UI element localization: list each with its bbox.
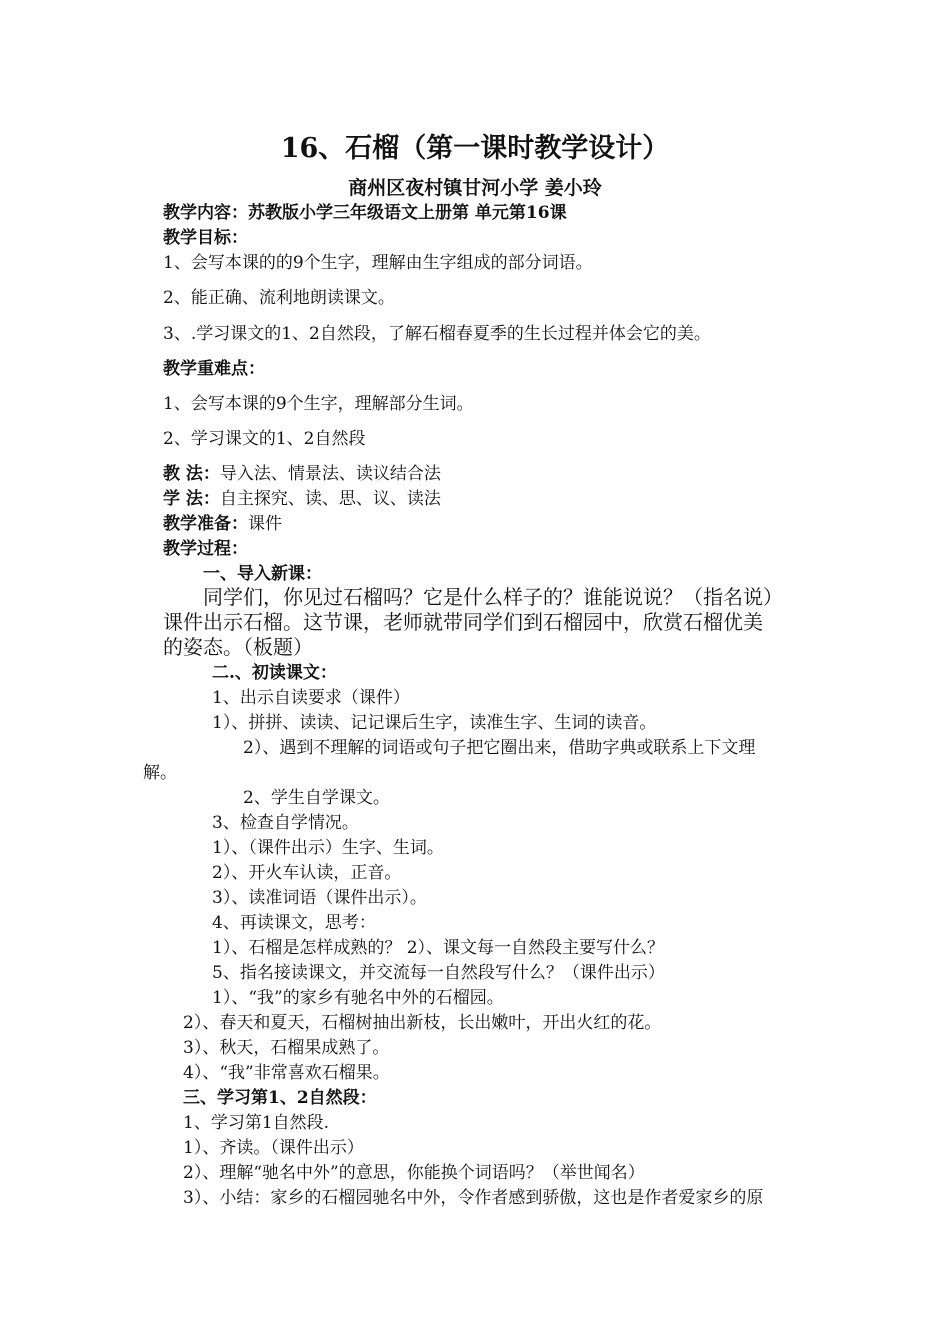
prep-value: 课件 [248,514,282,534]
list-item: 3）、秋天，石榴果成熟了。 [183,1038,390,1058]
list-item: 3）、小结：家乡的石榴园驰名中外，令作者感到骄傲，这也是作者爱家乡的原 [183,1188,764,1208]
list-item: 2）、开火车认读，正音。 [212,863,402,883]
intro-paragraph-line: 同学们，你见过石榴吗？它是什么样子的？谁能说说？（指名说） [203,585,783,609]
list-item: 2）、理解“驰名中外”的意思，你能换个词语吗？（举世闻名） [183,1163,645,1183]
list-item: 5、指名接读课文，并交流每一自然段写什么？（课件出示） [212,963,665,983]
teaching-methods [163,463,441,485]
key-heading: 教学重难点： [163,359,265,379]
list-item: 1）、（课件出示）生字、生词。 [212,838,444,858]
list-item: 1、学习第1自然段. [183,1113,330,1133]
preparation [163,513,282,535]
goal-item: 1、会写本课的的9个生字，理解由生字组成的部分词语。 [163,253,593,273]
list-item: 1）、拼拼、读读、记记课后生字，读准生字、生词的读音。 [212,713,657,733]
learn-value: 自主探究、读、思、议、读法 [219,489,441,509]
list-item: 2）、春天和夏天，石榴树抽出新枝，长出嫩叶，开出火红的花。 [183,1013,662,1033]
learn-label: 学 法： [163,489,220,509]
list-item: 1）、齐读。（课件出示） [183,1138,364,1158]
document-title: 16、石榴（第一课时教学设计） [280,133,670,164]
teach-value: 导入法、情景法、读议结合法 [219,464,441,484]
process-heading: 教学过程： [163,539,248,559]
content-line: 教学内容：苏教版小学三年级语文上册第 单元第16课 [163,203,567,223]
list-item: 4、再读课文，思考： [212,913,376,933]
intro-paragraph-line: 课件出示石榴。这节课，老师就带同学们到石榴园中，欣赏石榴优美 [163,610,763,634]
list-item: 2）、遇到不理解的词语或句子把它圈出来，借助字典或联系上下文理 [243,738,756,758]
teach-label: 教 法： [163,464,220,484]
author-line: 商州区夜村镇甘河小学 姜小玲 [348,177,602,199]
section-heading: 一、导入新课： [203,564,322,584]
key-item: 1、会写本课的9个生字，理解部分生词。 [163,394,474,414]
intro-paragraph-line: 的姿态。（板题） [163,635,313,659]
learning-methods [163,488,441,510]
prep-label: 教学准备： [163,514,248,534]
goal-item: 2、能正确、流利地朗读课文。 [163,288,395,308]
list-item: 4）、“我”非常喜欢石榴果。 [183,1063,390,1083]
list-item: 3）、读准词语（课件出示）。 [212,888,427,908]
section-heading: 二.、初读课文： [212,663,337,683]
list-item: 3、检查自学情况。 [212,813,359,833]
list-item: 2、学生自学课文。 [243,788,390,808]
key-item: 2、学习课文的1、2自然段 [163,429,366,449]
list-item: 1）、石榴是怎样成熟的？ 2）、课文每一自然段主要写什么？ [212,938,665,958]
section-heading: 三、学习第1、2自然段： [183,1088,377,1108]
list-item: 1）、“我”的家乡有驰名中外的石榴园。 [212,988,504,1008]
list-item: 1、出示自读要求（课件） [212,688,410,708]
list-item: 解。 [143,763,177,783]
goal-item: 3、.学习课文的1、2自然段，了解石榴春夏季的生长过程并体会它的美。 [163,324,711,344]
goals-heading: 教学目标： [163,228,248,248]
